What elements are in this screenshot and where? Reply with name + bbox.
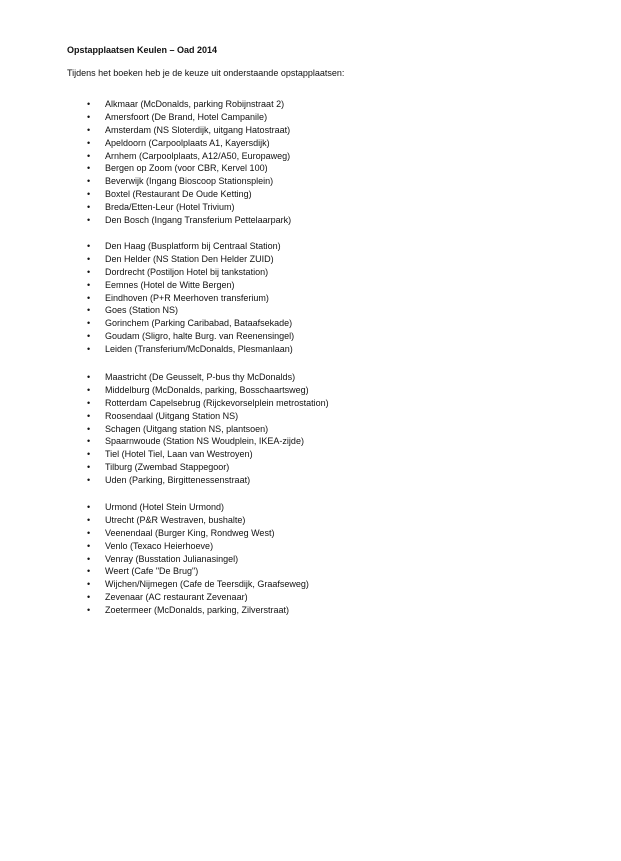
list-item-text: Roosendaal (Uitgang Station NS) xyxy=(105,410,239,421)
list-item-text: Middelburg (McDonalds, parking, Bosschaartsweg) xyxy=(105,384,309,395)
bullet-icon: • xyxy=(87,423,91,434)
bullet-icon: • xyxy=(87,372,91,382)
list-item-text: Den Haag (Busplatform bij Centraal Station) xyxy=(105,241,281,251)
list-item-text: Alkmaar (McDonalds, parking Robijnstraat 2) xyxy=(105,99,285,109)
list-item-text: Spaarnwoude (Station NS Woudplein, IKEA-zijde) xyxy=(105,436,304,447)
list-item-text: Beverwijk (Ingang Bioscoop Stationsplein) xyxy=(105,176,274,187)
bullet-icon: • xyxy=(87,384,91,395)
bullet-icon: • xyxy=(87,449,91,460)
bullet-icon: • xyxy=(87,318,91,329)
list-item-text: Venray (Busstation Julianasingel) xyxy=(105,553,239,564)
list-item-text: Schagen (Uitgang station NS, plantsoen) xyxy=(105,423,269,434)
list-item-text: Tilburg (Zwembad Stappegoor) xyxy=(105,462,230,473)
bullet-icon: • xyxy=(87,566,91,577)
list-item-text: Eindhoven (P+R Meerhoven transferium) xyxy=(105,292,269,303)
intro-text: Tijdens het boeken heb je de keuze uit onderstaande opstapplaatsen: xyxy=(67,68,345,78)
bullet-icon: • xyxy=(87,99,91,109)
bullet-icon: • xyxy=(87,527,91,538)
list-item-text: Dordrecht (Postiljon Hotel bij tankstation) xyxy=(105,266,269,277)
list-item-text: Leiden (Transferium/McDonalds, Plesmanlaan) xyxy=(105,344,293,355)
bullet-icon: • xyxy=(87,540,91,551)
bullet-icon: • xyxy=(87,605,91,616)
document-title: Opstapplaatsen Keulen – Oad 2014 xyxy=(67,45,218,55)
bullet-icon: • xyxy=(87,124,91,135)
bullet-icon: • xyxy=(87,436,91,447)
list-item-text: Amersfoort (De Brand, Hotel Campanile) xyxy=(105,111,268,122)
list-item-text: Eemnes (Hotel de Witte Bergen) xyxy=(105,279,235,290)
bullet-icon: • xyxy=(87,579,91,590)
bullet-icon: • xyxy=(87,215,91,226)
bullet-icon: • xyxy=(87,176,91,187)
bullet-icon: • xyxy=(87,475,91,486)
list-item-text: Apeldoorn (Carpoolplaats A1, Kayersdijk) xyxy=(105,137,270,148)
list-item-text: Uden (Parking, Birgittenessenstraat) xyxy=(105,475,251,486)
list-item-text: Urmond (Hotel Stein Urmond) xyxy=(105,502,225,512)
bullet-icon: • xyxy=(87,163,91,174)
bullet-icon: • xyxy=(87,266,91,277)
bullet-icon: • xyxy=(87,592,91,603)
bullet-icon: • xyxy=(87,502,91,512)
list-item-text: Goudam (Sligro, halte Burg. van Reenensingel) xyxy=(105,331,295,342)
bullet-icon: • xyxy=(87,462,91,473)
bullet-icon: • xyxy=(87,292,91,303)
bullet-icon: • xyxy=(87,202,91,213)
list-item-text: Rotterdam Capelsebrug (Rijckevorselplein metrostation) xyxy=(105,397,329,408)
bullet-icon: • xyxy=(87,111,91,122)
bullet-icon: • xyxy=(87,410,91,421)
bullet-icon: • xyxy=(87,137,91,148)
list-item-text: Boxtel (Restaurant De Oude Ketting) xyxy=(105,189,252,200)
list-item-text: Gorinchem (Parking Caribabad, Bataafsekade) xyxy=(105,318,293,329)
bullet-icon: • xyxy=(87,189,91,200)
list-item-text: Utrecht (P&R Westraven, bushalte) xyxy=(105,514,246,525)
bullet-icon: • xyxy=(87,279,91,290)
bullet-icon: • xyxy=(87,553,91,564)
list-item-text: Zoetermeer (McDonalds, parking, Zilverstraat) xyxy=(105,605,290,616)
list-item-text: Zevenaar (AC restaurant Zevenaar) xyxy=(105,592,248,603)
list-item-text: Maastricht (De Geusselt, P-bus thy McDonalds) xyxy=(105,372,296,382)
list-item-text: Goes (Station NS) xyxy=(105,305,179,316)
list-item-text: Amsterdam (NS Sloterdijk, uitgang Hatostraat) xyxy=(105,124,291,135)
list-item-text: Den Bosch (Ingang Transferium Pettelaarpark) xyxy=(105,215,292,226)
bullet-icon: • xyxy=(87,253,91,264)
list-item-text: Veenendaal (Burger King, Rondweg West) xyxy=(105,527,275,538)
list-item-text: Tiel (Hotel Tiel, Laan van Westroyen) xyxy=(105,449,253,460)
list-item-text: Weert (Cafe "De Brug") xyxy=(105,566,199,577)
bullet-icon: • xyxy=(87,514,91,525)
list-item-text: Den Helder (NS Station Den Helder ZUID) xyxy=(105,253,274,264)
bullet-icon: • xyxy=(87,150,91,161)
list-item-text: Wijchen/Nijmegen (Cafe de Teersdijk, Graafseweg) xyxy=(105,579,309,590)
bullet-icon: • xyxy=(87,305,91,316)
bullet-icon: • xyxy=(87,344,91,355)
list-item-text: Arnhem (Carpoolplaats, A12/A50, Europaweg) xyxy=(105,150,291,161)
list-item-text: Venlo (Texaco Heierhoeve) xyxy=(105,540,214,551)
bullet-icon: • xyxy=(87,331,91,342)
bullet-icon: • xyxy=(87,241,91,251)
list-item-text: Breda/Etten-Leur (Hotel Trivium) xyxy=(105,202,235,213)
list-item-text: Bergen op Zoom (voor CBR, Kervel 100) xyxy=(105,163,268,174)
bullet-icon: • xyxy=(87,397,91,408)
